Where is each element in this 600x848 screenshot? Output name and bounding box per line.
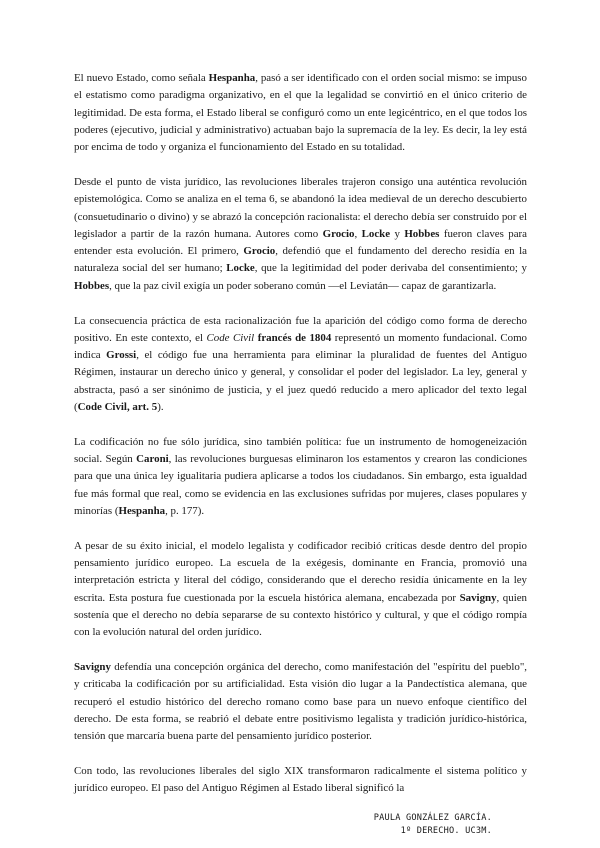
bold-run: Grocio <box>243 245 276 258</box>
text-run: A pesar de su éxito inicial, el modelo legalista y codificador recibió críticas desde dentro del propio pensamiento jurídico europeo. La escuela de la exégesis, dominante en Francia, promovió una interpretación estricta y literal del código, considerando que el derecho residía únicamente en la ley escrita. Esta postura fue cuestionada por la escuela histórica alemana, encabezada por <box>74 539 527 604</box>
text-run: , las revoluciones burguesas eliminaron los estamentos y crearon las condiciones para que una única ley igualitaria pudiera aplicarse a todos los ciudadanos. Sin embargo, esta igualdad fue más formal que real, como se evidencia en las exclusiones sufridas por mujeres, clases populares y minorías ( <box>74 453 527 518</box>
paragraph <box>74 434 527 520</box>
bold-run: Grossi <box>106 349 137 362</box>
text-run: y <box>390 227 405 240</box>
bold-run: Code Civil, art. 5 <box>77 401 158 414</box>
text-run: Desde el punto de vista jurídico, las revoluciones liberales trajeron consigo una auténtica revolución epistemológica. Como se analiza en el tema 6, se abandonó la idea medieval de un derecho descubierto (consuetudinario o divino) y se abrazó la concepción racionalista: el derecho debía ser construido por el legislador a partir de la razón humana. Autores como <box>74 175 527 240</box>
bold-run: Hobbes <box>404 227 440 240</box>
paragraph <box>74 174 527 295</box>
text-run: Con todo, las revoluciones liberales del siglo XIX transformaron radicalmente el sistema político y jurídico europeo. El paso del Antiguo Régimen al Estado liberal significó la <box>74 765 527 795</box>
text-run: fueron claves para entender esta evolución. El primero, <box>74 227 528 258</box>
text-run: , p. 177). <box>165 505 205 518</box>
text-run: , que la legitimidad del poder derivaba del consentimiento; y <box>254 262 528 275</box>
paragraph <box>74 70 527 156</box>
bold-run: Savigny <box>74 661 111 674</box>
bold-run: Hespanha <box>118 505 166 518</box>
text-run: , defendió que el fundamento del derecho residía en la naturaleza social del ser humano; <box>74 245 527 275</box>
bold-run: Caroni <box>136 453 169 466</box>
text-run: , <box>354 227 362 240</box>
text-run: , que la paz civil exigía un poder soberano común —el Leviatán— capaz de garantizarla. <box>109 279 497 292</box>
bold-run: Grocio <box>322 227 355 240</box>
bold-run: Locke <box>361 227 391 240</box>
text-run: representó un momento fundacional. Como indica <box>74 331 527 362</box>
page-footer <box>374 812 492 838</box>
italic-run: Code Civil <box>206 331 255 344</box>
paragraph <box>74 659 527 745</box>
text-run: La consecuencia práctica de esta racionalización fue la aparición del código como forma de derecho positivo. En este contexto, el <box>74 314 527 344</box>
footer-author: PAULA GONZÁLEZ GARCÍA. <box>373 813 492 823</box>
bold-run: Hespanha <box>208 72 256 84</box>
text-run: defendía una concepción orgánica del derecho, como manifestación del "espíritu del pueblo", y criticaba la codificación por su artificialidad. Esta visión dio lugar a la Pandectística alemana, que recuperó el estudio histórico del derecho romano como base para un nuevo enfoque científico del derecho. De esta forma, se reabrió el debate entre positivismo legalista y tradición jurídico-histórica, tensión que marcaría buena parte del pensamiento jurídico posterior. <box>74 661 527 743</box>
paragraph <box>74 538 527 642</box>
bold-run: Hobbes <box>74 279 110 292</box>
paragraph <box>74 313 527 417</box>
body-text <box>74 70 527 798</box>
bold-run: Locke <box>226 262 255 275</box>
text-run: , el código fue una herramienta para eliminar la pluralidad de fuentes del Antiguo Régimen, instaurar un derecho único y general, y consolidar el poder del legislador. La ley, general y abstracta, pasó a ser sinónimo de justicia, y el juez quedó reducido a mero aplicador del texto legal ( <box>74 349 527 414</box>
text-run: , pasó a ser identificado con el orden social mismo: se impuso el estatismo como paradigma organizativo, en el que la legalidad se convirtió en el único criterio de legitimidad. De esta forma, el Estado liberal se configuró como un ente legicéntrico, en el que todos los poderes (ejecutivo, judicial y administrativo) actuaban bajo la supremacía de la ley. Es decir, la ley está por encima de todo y organiza el funcionamiento del Estado en su totalidad. <box>74 72 527 154</box>
bold-run: Savigny <box>459 591 497 604</box>
text-run: La codificación no fue sólo jurídica, sino también política: fue un instrumento de homogeneización social. Según <box>74 435 527 466</box>
text-run: ). <box>157 401 164 414</box>
bold-run: francés de 1804 <box>257 331 332 344</box>
footer-course: 1º DERECHO. UC3M. <box>400 826 492 836</box>
paragraph <box>74 763 527 798</box>
text-run: , quien sostenía que el derecho no debía separarse de su contexto histórico y cultural, y que el código rompía con la evolución natural del orden jurídico. <box>74 591 527 639</box>
text-run: El nuevo Estado, como señala <box>74 72 209 84</box>
